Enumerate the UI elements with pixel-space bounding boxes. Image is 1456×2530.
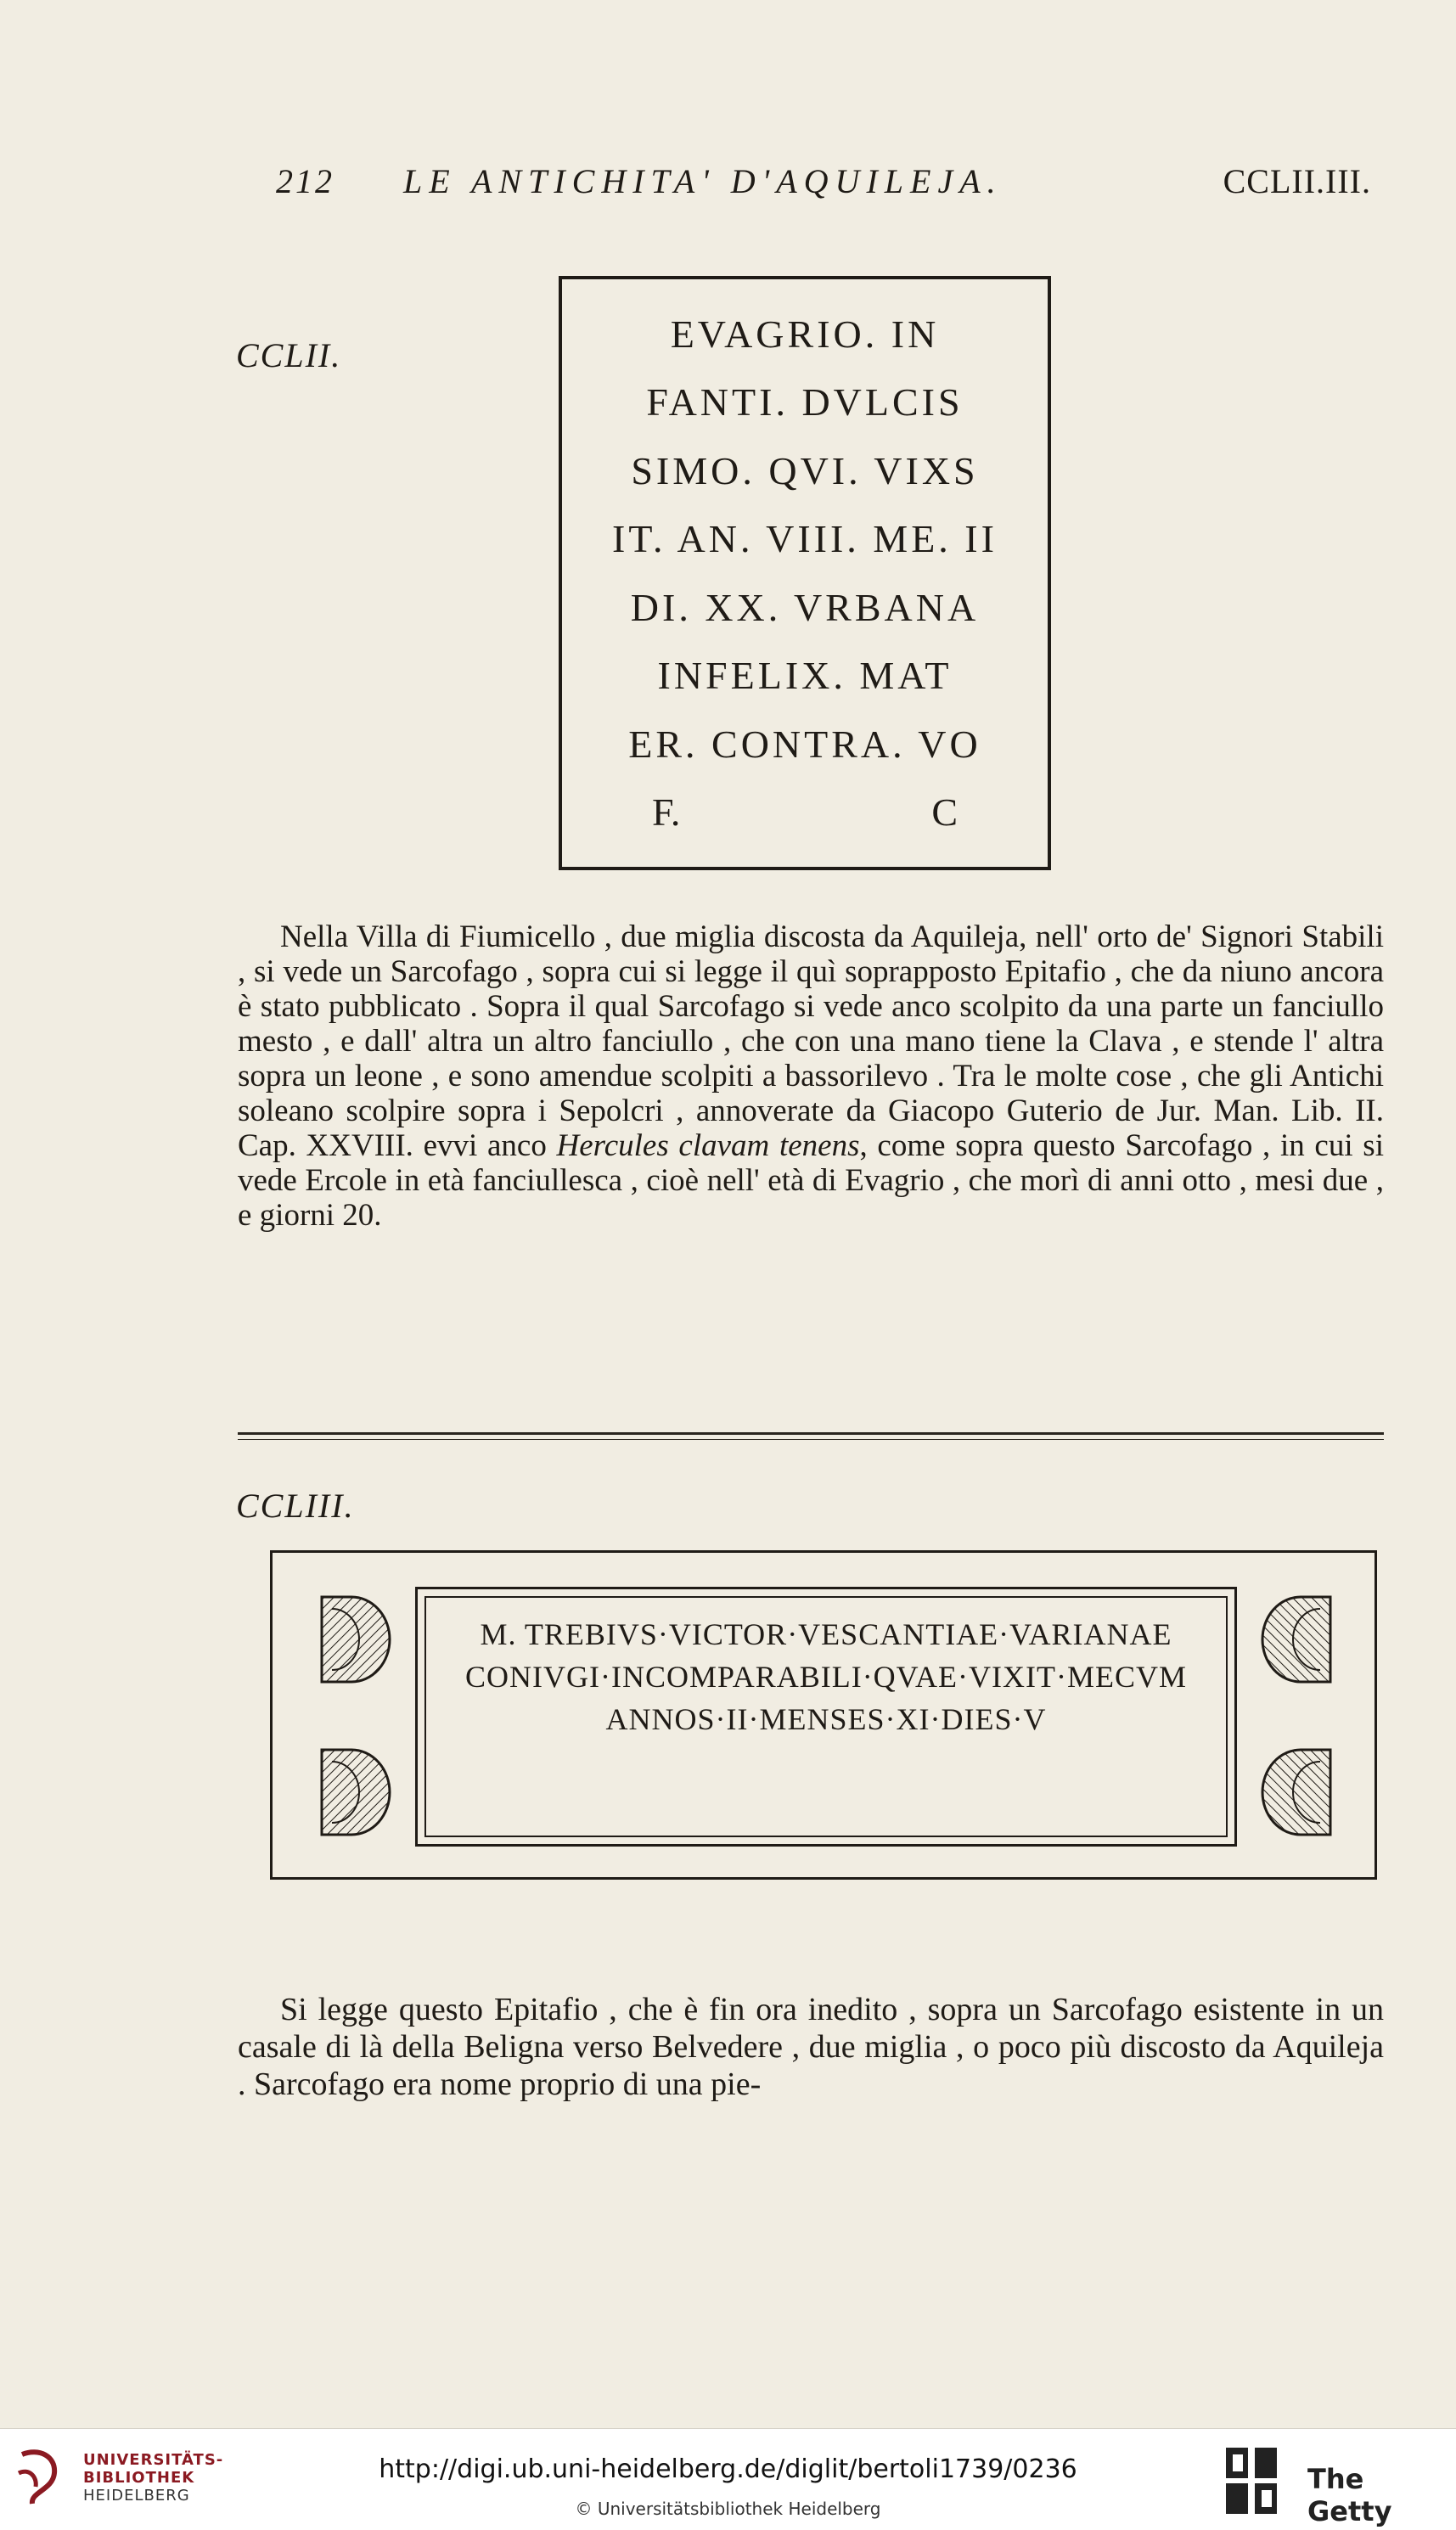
inscription-line: ANNOS·II·MENSES·XI·DIES·V — [605, 1702, 1047, 1736]
paragraph-text: Nella Villa di Fiumicello , due miglia discosta da Aquileja, nell' orto de' Signori Stabili , si vede un Sarcofago , sopra cui si legge il quì soprapposto Epitafio , che da niuno ancora è stato pubblicato . Sopra il qual Sarcofago si vede anco scolpito da una parte un fanciullo mesto , e dall' altra un altro fanciullo , che con una mano tiene la Clava , e stende l' altra sopra un leone , e sono amendue scolpiti a bassorilevo . Tra le molte cose , che gli Antichi soleano scolpire sopra i Sepolcri , annoverate da Giacopo Guterio de Jur. Man. Lib. II. Cap. XXVIII. evvi anco — [238, 919, 1384, 1163]
inscription-line: DI. XX. VRBANA — [630, 585, 980, 629]
getty-logo-icon — [1223, 2444, 1282, 2517]
inscription-line: FANTI. DVLCIS — [646, 380, 964, 424]
paragraph-beligna — [238, 1991, 1384, 2103]
inscription-line: INFELIX. MAT — [657, 654, 953, 698]
inscription-last-line — [652, 790, 958, 835]
paragraph-fiumicello — [238, 919, 1384, 1233]
viewer-footer — [0, 2428, 1456, 2530]
inscription-line: ER. CONTRA. VO — [628, 722, 981, 766]
university-library-name: UNIVERSITÄTS- BIBLIOTHEK HEIDELBERG — [83, 2451, 224, 2505]
running-title: LE ANTICHITA' D'AQUILEJA. — [403, 162, 1003, 200]
pelta-ornament-right-icon — [1254, 1588, 1339, 1843]
inscription-line: EVAGRIO. IN — [670, 312, 940, 356]
inscription-abbrev-f: F. — [652, 790, 681, 835]
inscription-line: M. TREBIVS·VICTOR·VESCANTIAE·VARIANAE — [480, 1617, 1172, 1651]
section-divider-thin — [238, 1439, 1384, 1440]
italic-phrase: Hercules clavam tenens — [556, 1128, 860, 1163]
paragraph-text: Si legge questo Epitafio , che è fin ora inedito , sopra un Sarcofago esistente in un casale di là della Beligna verso Belvedere , due miglia , o poco più discosto da Aquileja . Sarcofago era nome proprio di una pie- — [238, 1992, 1384, 2102]
inscription-abbrev-c: C — [931, 790, 958, 835]
paragraph-text: , come sopra questo Sarcofago , in cui si vede Ercole in età fanciullesca , cioè nell' età di Evagrio , che morì di anni otto , mesi due , e giorni 20. — [238, 1128, 1384, 1233]
running-header — [276, 161, 1371, 212]
pelta-ornament-left-icon — [313, 1588, 398, 1843]
section-divider — [238, 1432, 1384, 1435]
inscription-evagrio — [559, 276, 1051, 870]
inscription-line: IT. AN. VIII. ME. II — [612, 517, 998, 561]
copyright-notice: © Universitätsbibliothek Heidelberg — [575, 2499, 881, 2519]
section-range: CCLII.III. — [1223, 162, 1371, 200]
inscription-line: SIMO. QVI. VIXS — [631, 448, 979, 492]
inscription-line: CONIVGI·INCOMPARABILI·QVAE·VIXIT·MECVM — [465, 1660, 1187, 1694]
section-label-cclii: CCLII. — [236, 336, 342, 374]
page-number: 212 — [276, 162, 334, 200]
section-label-ccliii: CCLIII. — [236, 1487, 355, 1525]
permalink-url[interactable]: http://digi.ub.uni-heidelberg.de/diglit/bertoli1739/0236 — [379, 2454, 1077, 2484]
sarcophagus-inscription-frame — [270, 1550, 1377, 1880]
inscription-panel — [415, 1587, 1237, 1847]
partner-name: The Getty — [1307, 2463, 1392, 2527]
